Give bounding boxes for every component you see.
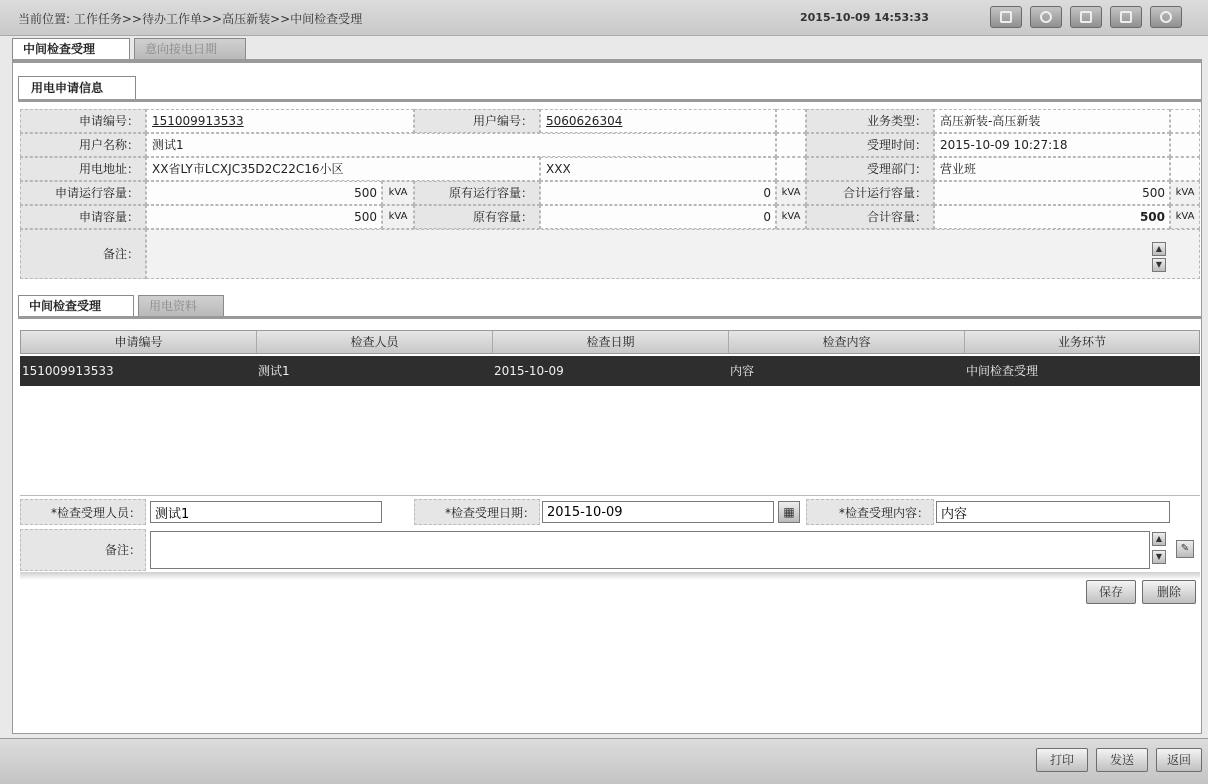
inspector-input[interactable]: [150, 501, 382, 523]
apply-run-cap-value: 500: [146, 181, 382, 205]
form-scroll-down-icon[interactable]: ▼: [1152, 550, 1166, 564]
label-address: 用电地址：: [20, 157, 146, 181]
empty-cell: [1170, 133, 1200, 157]
apply-no-link[interactable]: 151009913533: [146, 109, 414, 133]
user-no-link[interactable]: 5060626304: [540, 109, 776, 133]
label-apply-no: 申请编号：: [20, 109, 146, 133]
form-remark-textarea[interactable]: [150, 531, 1150, 569]
cell-apply-no: 151009913533: [22, 364, 114, 378]
calendar-icon[interactable]: ▦: [778, 501, 800, 523]
bottom-toolbar: [0, 738, 1208, 784]
orig-run-cap-value: 0: [540, 181, 776, 205]
current-datetime: 2015-10-09 14:53:33: [800, 11, 929, 24]
delete-button[interactable]: 删除: [1142, 580, 1196, 604]
label-dept: 受理部门：: [806, 157, 934, 181]
send-button[interactable]: 发送: [1096, 748, 1148, 772]
back-button[interactable]: 返回: [1156, 748, 1202, 772]
empty-cell: [1170, 157, 1200, 181]
scroll-up-icon[interactable]: ▲: [1152, 242, 1166, 256]
unit-label: kVA: [382, 205, 414, 229]
label-total-run-cap: 合计运行容量：: [806, 181, 934, 205]
col-inspector[interactable]: 检查人员: [257, 331, 493, 353]
inspect-content-input[interactable]: [936, 501, 1170, 523]
breadcrumb: 当前位置: 工作任务>>待办工作单>>高压新装>>中间检查受理: [18, 12, 363, 26]
label-inspect-date: *检查受理日期：: [414, 499, 540, 525]
unit-label: kVA: [382, 181, 414, 205]
save-button[interactable]: 保存: [1086, 580, 1136, 604]
label-apply-cap: 申请容量：: [20, 205, 146, 229]
label-inspect-content: *检查受理内容：: [806, 499, 934, 525]
unit-label: kVA: [1170, 205, 1200, 229]
cell-content: 内容: [730, 364, 755, 378]
dept-value: 营业班: [934, 157, 1170, 181]
power-icon: [1160, 11, 1172, 23]
home-icon: [1000, 11, 1012, 23]
cell-inspector: 测试1: [258, 364, 290, 378]
table-body-empty: [20, 386, 1200, 496]
biz-type-value: 高压新装-高压新装: [934, 109, 1170, 133]
tab-power-date[interactable]: 意向接电日期: [134, 38, 246, 60]
cell-stage: 中间检查受理: [966, 364, 1039, 378]
user-button[interactable]: [1030, 6, 1062, 28]
form-scroll-up-icon[interactable]: ▲: [1152, 532, 1166, 546]
cell-date: 2015-10-09: [494, 364, 564, 378]
help-icon: [1120, 11, 1132, 23]
tab-mid-inspection[interactable]: 中间检查受理: [12, 38, 130, 60]
label-biz-type: 业务类型：: [806, 109, 934, 133]
mail-icon: [1080, 11, 1092, 23]
total-run-cap-value: 500: [934, 181, 1170, 205]
unit-label: kVA: [776, 181, 806, 205]
top-bar: [0, 0, 1208, 36]
inspect-date-input[interactable]: [542, 501, 774, 523]
label-total-cap: 合计容量：: [806, 205, 934, 229]
user-icon: [1040, 11, 1052, 23]
apply-cap-value: 500: [146, 205, 382, 229]
label-accept-time: 受理时间：: [806, 133, 934, 157]
empty-cell: [776, 133, 806, 157]
table-row[interactable]: [20, 356, 1200, 386]
form-shadow: [20, 572, 1200, 580]
label-orig-cap: 原有容量：: [414, 205, 540, 229]
label-orig-run-cap: 原有运行容量：: [414, 181, 540, 205]
col-stage[interactable]: 业务环节: [1057, 335, 1106, 349]
help-button[interactable]: [1110, 6, 1142, 28]
table-header: [20, 330, 1200, 354]
section-divider: [18, 99, 1202, 102]
address-extra-value: XXX: [540, 157, 776, 181]
empty-cell: [1170, 109, 1200, 133]
label-inspector: *检查受理人员：: [20, 499, 146, 525]
subtab-divider: [18, 316, 1202, 319]
address-value: XX省LY市LCXJC35D2C22C16小区: [146, 157, 540, 181]
col-content[interactable]: 检查内容: [729, 331, 965, 353]
col-date[interactable]: 检查日期: [493, 331, 729, 353]
edit-icon[interactable]: ✎: [1176, 540, 1194, 558]
home-button[interactable]: [990, 6, 1022, 28]
subtab-mid-inspection[interactable]: 中间检查受理: [18, 295, 134, 317]
label-user-no: 用户编号：: [414, 109, 540, 133]
label-form-remark: 备注：: [20, 529, 146, 571]
print-button[interactable]: 打印: [1036, 748, 1088, 772]
exit-button[interactable]: [1150, 6, 1182, 28]
label-user-name: 用户名称：: [20, 133, 146, 157]
unit-label: kVA: [1170, 181, 1200, 205]
section-title-apply-info: 用电申请信息: [18, 76, 136, 100]
total-cap-value: 500: [934, 205, 1170, 229]
user-name-value: 测试1: [146, 133, 776, 157]
subtab-power-data[interactable]: 用电资料: [138, 295, 224, 317]
remark-textarea[interactable]: [146, 229, 1200, 279]
accept-time-value: 2015-10-09 10:27:18: [934, 133, 1170, 157]
mail-button[interactable]: [1070, 6, 1102, 28]
label-apply-run-cap: 申请运行容量：: [20, 181, 146, 205]
col-apply-no[interactable]: 申请编号: [21, 331, 257, 353]
scroll-down-icon[interactable]: ▼: [1152, 258, 1166, 272]
orig-cap-value: 0: [540, 205, 776, 229]
empty-cell: [776, 109, 806, 133]
label-remark: 备注：: [20, 229, 146, 279]
empty-cell: [776, 157, 806, 181]
unit-label: kVA: [776, 205, 806, 229]
